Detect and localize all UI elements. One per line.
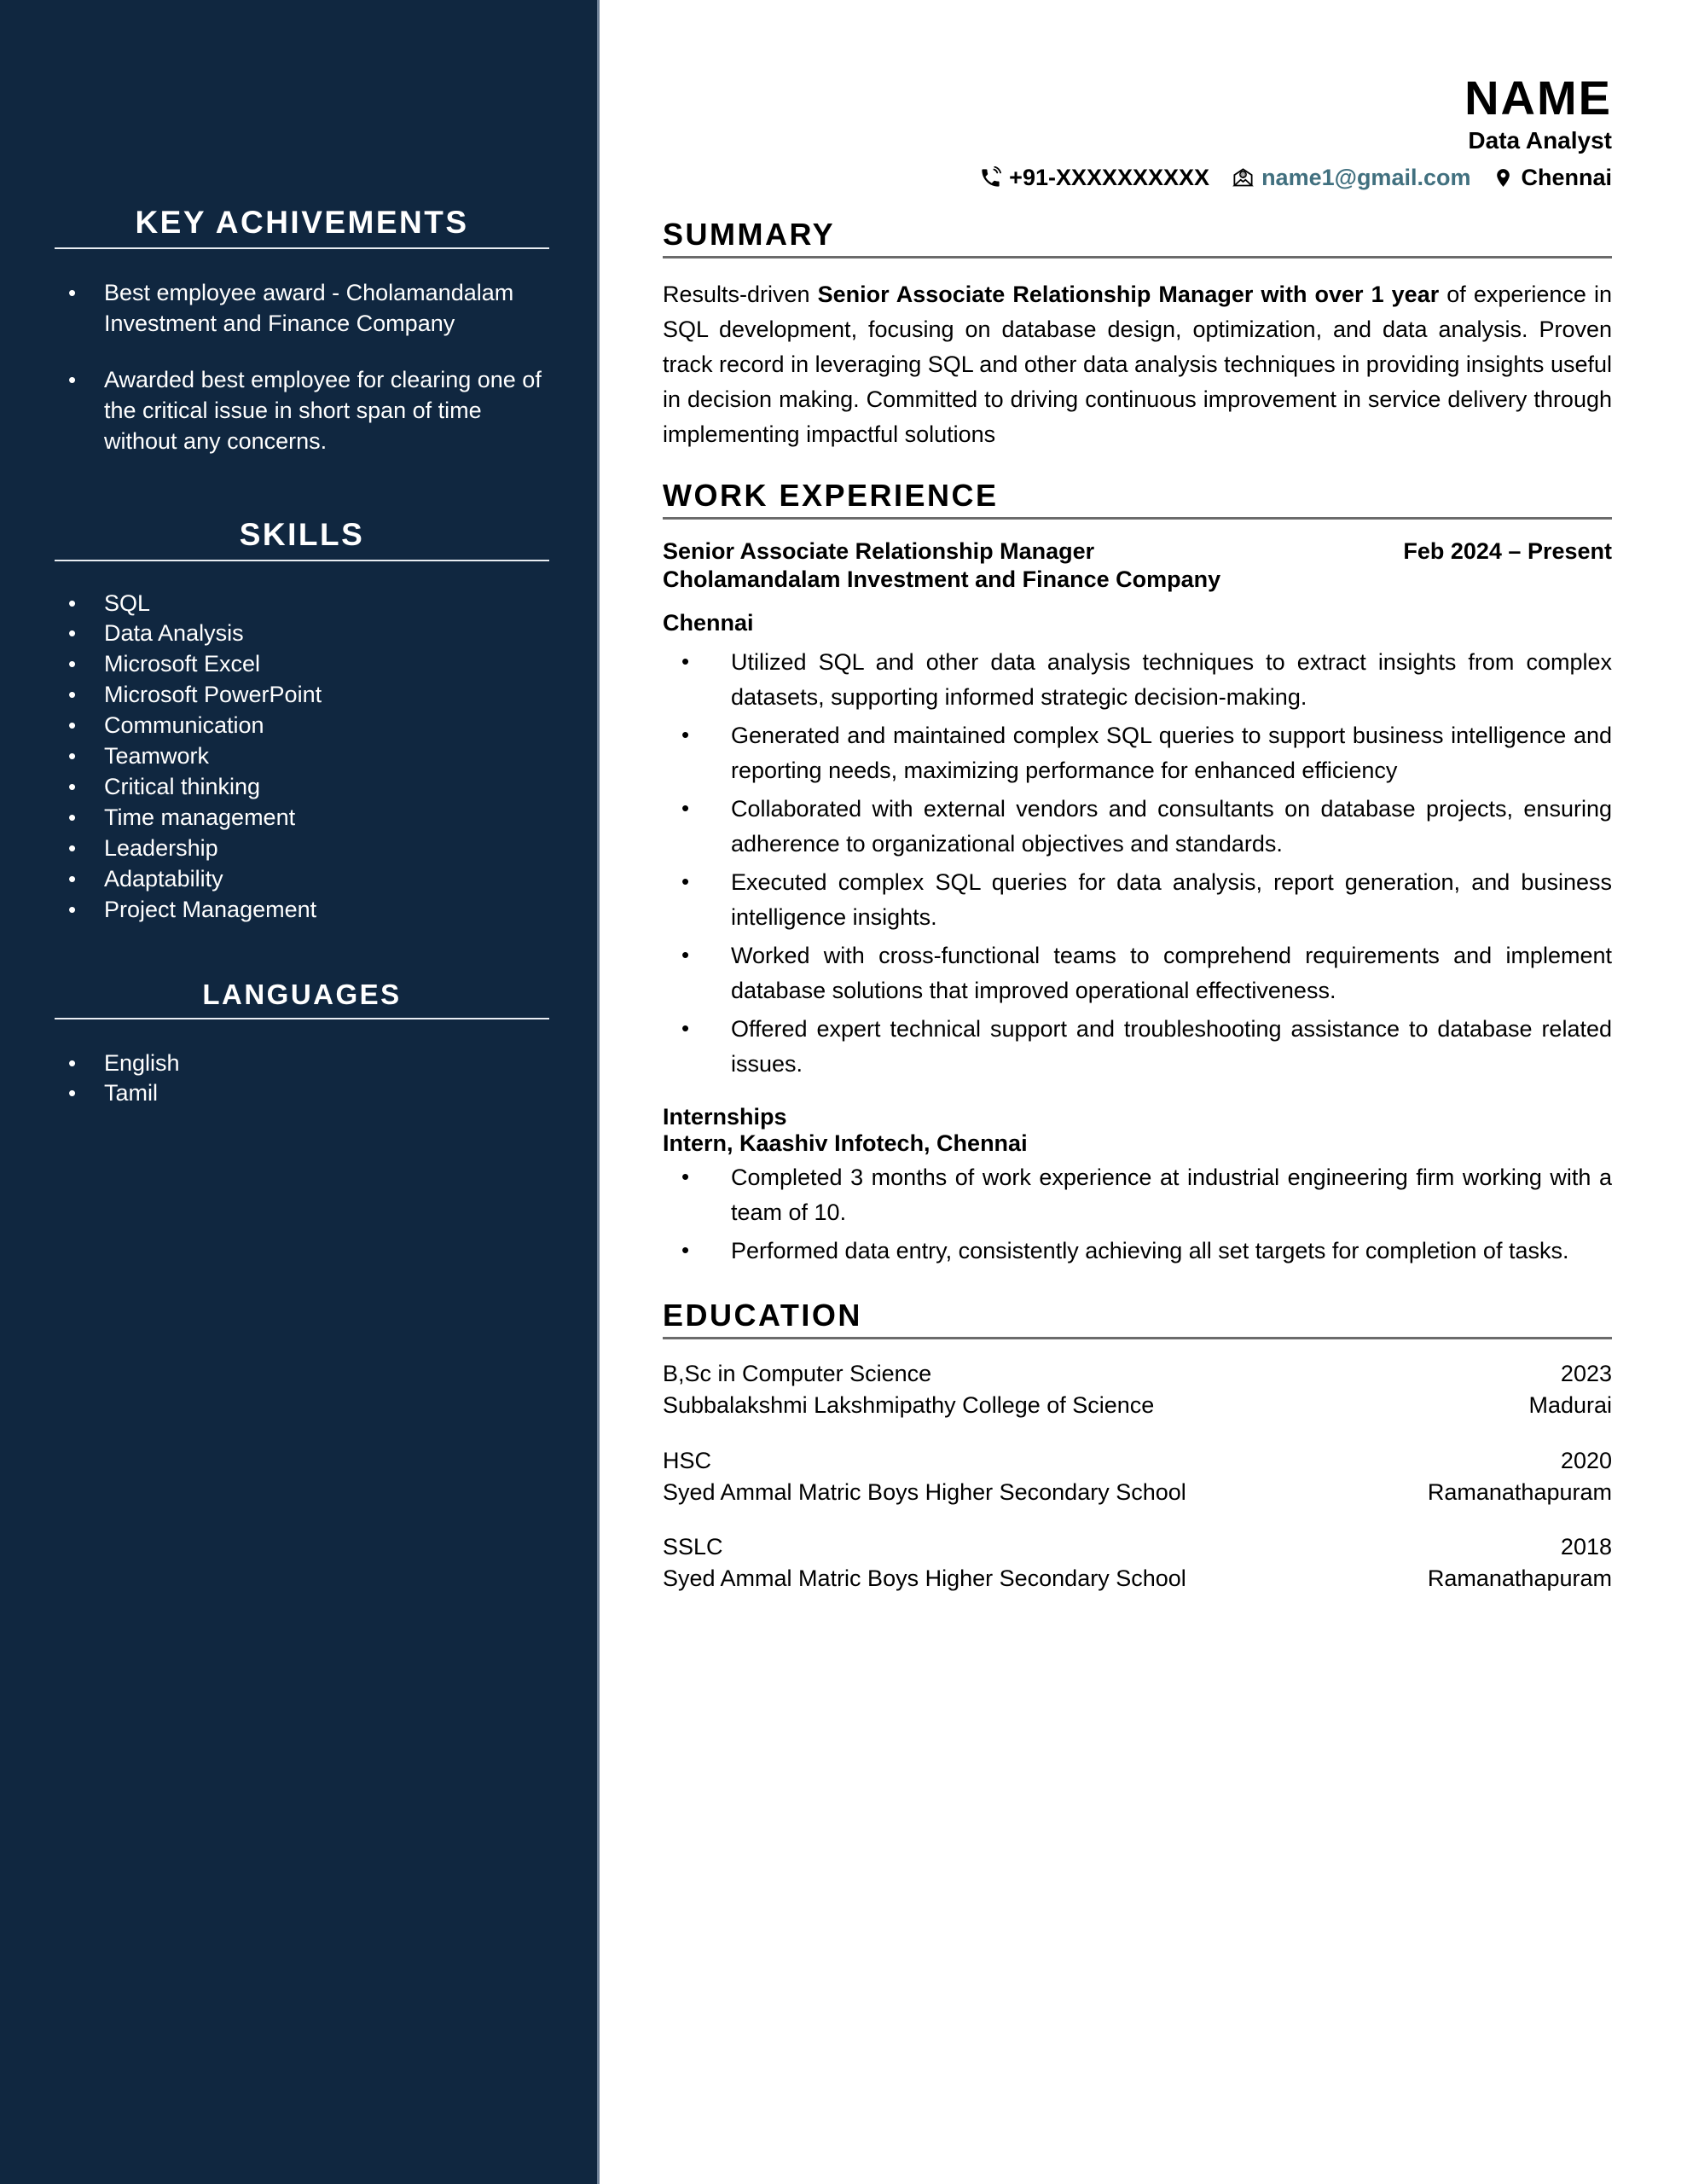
list-item [55, 864, 549, 895]
list-item [55, 803, 549, 834]
summary-text-rest: of experience in SQL development, focusing on database design, optimization, and data analysis. Proven track record in leveraging SQL and other data analysis techniques in providing insights useful in decision making. Committed to driving continuous improvement in service delivery through implementing impactful solutions [663, 281, 1613, 447]
summary-text [663, 277, 1612, 452]
skill-label: Project Management [104, 896, 317, 922]
contact-email [1232, 165, 1470, 191]
sidebar-section-achievements [0, 0, 597, 457]
main-content [600, 0, 1687, 2184]
location-pin-icon [1493, 167, 1514, 189]
education-year: 2018 [1560, 1534, 1612, 1560]
bullet-icon: • [68, 651, 77, 677]
education-year: 2020 [1560, 1447, 1612, 1473]
job-location: Chennai [663, 609, 754, 636]
skill-label: Critical thinking [104, 773, 261, 799]
skill-label: Leadership [104, 834, 218, 861]
education-institution: Syed Ammal Matric Boys Higher Secondary School [663, 1565, 1186, 1592]
bullet-icon: • [681, 722, 690, 748]
contact-location [1493, 165, 1612, 191]
bullet-icon: • [68, 682, 77, 708]
bullet-icon: • [68, 590, 77, 616]
languages-heading-rule [55, 1018, 549, 1019]
contact-phone [979, 165, 1209, 191]
education-institution-row [663, 1563, 1612, 1594]
list-item [55, 895, 549, 926]
bullet-icon: • [68, 896, 77, 922]
education-institution: Subbalakshmi Lakshmipathy College of Science [663, 1392, 1155, 1419]
summary-text-emphasis: Senior Associate Relationship Manager with over 1 year [817, 281, 1440, 307]
list-item [55, 589, 549, 619]
bullet-icon: • [68, 366, 77, 392]
list-item [681, 1012, 1612, 1082]
bullet-icon: • [68, 1080, 77, 1107]
skills-list [55, 589, 549, 926]
education-degree: B,Sc in Computer Science [663, 1361, 932, 1387]
bullet-icon: • [68, 712, 77, 739]
list-item [55, 365, 549, 457]
internships-heading: Internships [663, 1104, 787, 1130]
list-item [681, 718, 1612, 788]
education-entry [663, 1531, 1612, 1594]
education-entry [663, 1358, 1612, 1420]
internship-bullet-text: Performed data entry, consistently achieving all set targets for completion of tasks. [731, 1238, 1569, 1264]
list-item [55, 834, 549, 864]
work-bullet-text: Executed complex SQL queries for data analysis, report generation, and business intelligence insights. [731, 869, 1612, 931]
language-label: English [104, 1049, 180, 1076]
skill-label: Time management [104, 804, 296, 830]
list-item [55, 1048, 549, 1079]
education-institution-row [663, 1390, 1612, 1421]
list-item [55, 278, 549, 340]
list-item [681, 792, 1612, 862]
section-education [663, 1298, 1612, 1594]
skill-label: SQL [104, 590, 151, 616]
contact-row [663, 165, 1612, 191]
education-year: 2023 [1560, 1361, 1612, 1387]
education-degree: HSC [663, 1447, 712, 1473]
bullet-icon: • [68, 804, 77, 830]
languages-heading: LANGUAGES [202, 978, 402, 1010]
envelope-icon [1232, 166, 1255, 189]
skill-label: Teamwork [104, 743, 210, 770]
sidebar [0, 0, 600, 2184]
bullet-icon: • [681, 1164, 690, 1190]
list-item [681, 1234, 1612, 1269]
list-item [55, 741, 549, 772]
skills-heading-rule [55, 560, 549, 561]
bullet-icon: • [68, 280, 77, 305]
achievements-list [55, 278, 549, 457]
achievement-text: Best employee award - Cholamandalam Investment and Finance Company [104, 280, 514, 336]
list-item [55, 772, 549, 803]
job-company: Cholamandalam Investment and Finance Company [663, 566, 1221, 592]
education-institution-row [663, 1477, 1612, 1508]
internship-title: Intern, Kaashiv Infotech, Chennai [663, 1130, 1028, 1157]
section-summary [663, 217, 1612, 452]
languages-heading-wrap [55, 979, 549, 1019]
work-experience-bullets [663, 645, 1612, 1082]
education-institution: Syed Ammal Matric Boys Higher Secondary School [663, 1478, 1186, 1505]
languages-list [55, 1048, 549, 1110]
education-place: Madurai [1528, 1392, 1612, 1419]
list-item [55, 711, 549, 741]
internship-bullet-text: Completed 3 months of work experience at industrial engineering firm working with a team of 10. [731, 1165, 1612, 1226]
list-item [681, 645, 1612, 715]
education-place: Ramanathapuram [1427, 1565, 1612, 1592]
skills-heading-wrap [55, 517, 549, 561]
work-experience-heading: WORK EXPERIENCE [663, 477, 999, 513]
achievements-heading-rule [55, 247, 549, 249]
work-experience-heading-rule [663, 517, 1612, 520]
work-bullet-text: Collaborated with external vendors and consultants on database projects, ensuring adherence to organizational objectives and standards. [731, 796, 1612, 857]
education-degree: SSLC [663, 1534, 723, 1560]
education-heading: EDUCATION [663, 1298, 862, 1333]
bullet-icon: • [681, 942, 690, 968]
education-heading-rule [663, 1337, 1612, 1339]
work-bullet-text: Utilized SQL and other data analysis techniques to extract insights from complex datasets, supporting informed strategic decision-making. [731, 648, 1612, 710]
job-dates: Feb 2024 – Present [1403, 537, 1612, 564]
bullet-icon: • [68, 620, 77, 647]
list-item [681, 865, 1612, 935]
skill-label: Adaptability [104, 865, 223, 892]
bullet-icon: • [681, 1237, 690, 1263]
education-degree-row [663, 1445, 1612, 1477]
bullet-icon: • [68, 834, 77, 861]
education-degree-row [663, 1358, 1612, 1390]
skill-label: Microsoft PowerPoint [104, 682, 322, 708]
bullet-icon: • [68, 1049, 77, 1076]
work-bullet-text: Generated and maintained complex SQL queries to support business intelligence and reporting needs, maximizing performance for enhanced efficiency [731, 723, 1612, 784]
internship-bullets [663, 1160, 1612, 1269]
bullet-icon: • [681, 648, 690, 674]
list-item [55, 1078, 549, 1109]
skill-label: Microsoft Excel [104, 651, 261, 677]
job-title-row [663, 538, 1612, 565]
education-place: Ramanathapuram [1427, 1478, 1612, 1505]
svg-text:@: @ [1240, 172, 1246, 178]
education-degree-row [663, 1531, 1612, 1563]
phone-icon [979, 166, 1002, 189]
email-address: name1@gmail.com [1261, 164, 1471, 190]
achievements-heading: KEY ACHIVEMENTS [135, 205, 469, 240]
skill-label: Data Analysis [104, 620, 244, 647]
work-bullet-text: Offered expert technical support and troubleshooting assistance to database related issues. [731, 1016, 1612, 1077]
bullet-icon: • [681, 868, 690, 895]
education-entry [663, 1445, 1612, 1507]
achievement-text: Awarded best employee for clearing one of the critical issue in short span of time without any concerns. [104, 366, 542, 454]
summary-text-lead: Results-driven [663, 281, 818, 307]
achievements-heading-wrap [55, 205, 549, 249]
list-item [55, 619, 549, 649]
sidebar-section-languages [0, 926, 597, 1110]
skills-heading: SKILLS [239, 516, 365, 552]
job-role-subtitle: Data Analyst [1468, 126, 1612, 154]
page-title: NAME [1464, 71, 1612, 125]
job-title: Senior Associate Relationship Manager [663, 537, 1095, 564]
work-bullet-text: Worked with cross-functional teams to comprehend requirements and implement database solutions that improved operational effectiveness. [731, 943, 1612, 1004]
summary-heading: SUMMARY [663, 216, 836, 252]
phone-number: +91-XXXXXXXXXX [1009, 164, 1210, 190]
sidebar-section-skills [0, 483, 597, 926]
list-item [55, 680, 549, 711]
resume-header [663, 0, 1612, 191]
bullet-icon: • [68, 773, 77, 799]
list-item [681, 938, 1612, 1008]
list-item [55, 649, 549, 680]
summary-heading-rule [663, 256, 1612, 258]
list-item [681, 1160, 1612, 1230]
bullet-icon: • [68, 865, 77, 892]
skill-label: Communication [104, 712, 264, 739]
section-work-experience [663, 478, 1612, 1269]
language-label: Tamil [104, 1080, 159, 1107]
bullet-icon: • [681, 795, 690, 822]
location-name: Chennai [1521, 164, 1612, 190]
bullet-icon: • [681, 1015, 690, 1042]
bullet-icon: • [68, 743, 77, 770]
